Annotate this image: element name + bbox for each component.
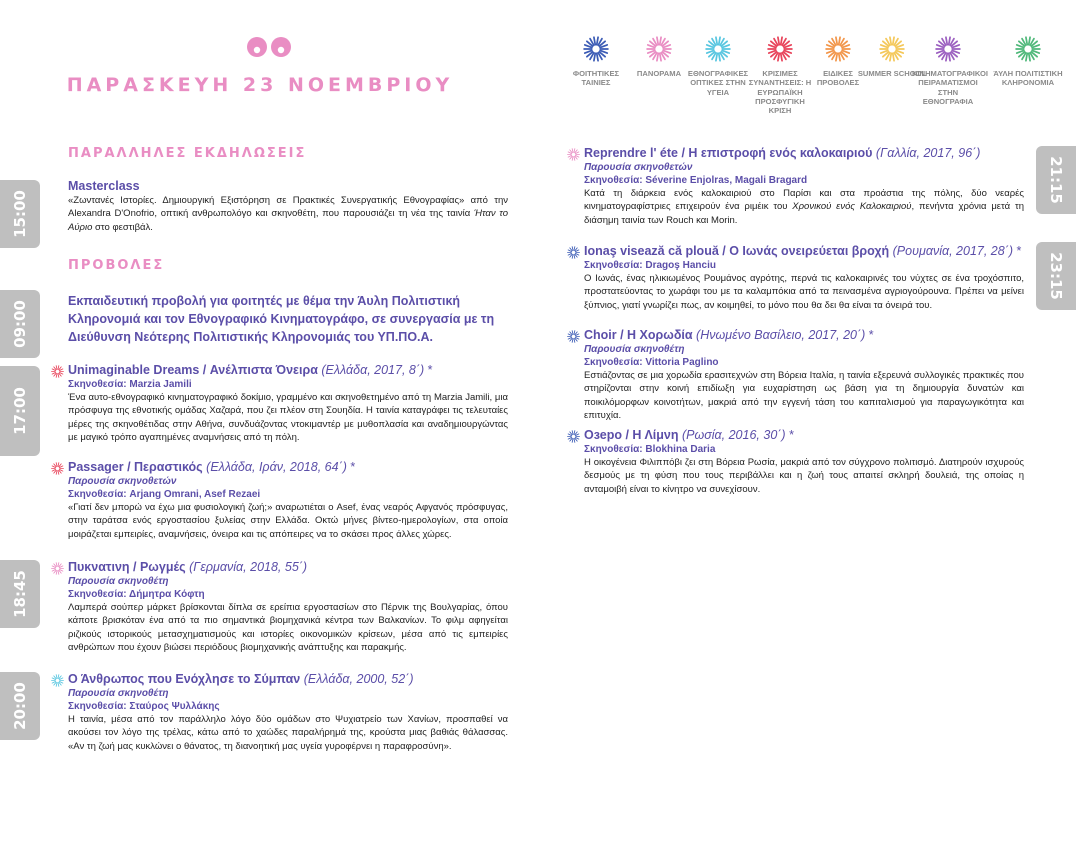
category-legend xyxy=(560,36,1070,126)
film-title: Ο Άνθρωπος που Ενόχλησε το Σύμπαν (Ελλάδα, 2000, 52΄) xyxy=(68,672,508,687)
film-director: Σκηνοθεσία: Δήμητρα Κόφτη xyxy=(68,589,205,600)
film-title: Passager / Περαστικός (Ελλάδα, Ιράν, 2018, 64΄) * xyxy=(68,460,508,475)
film-title: Reprendre l' éte / Η επιστροφή ενός καλοκαιριού (Γαλλία, 2017, 96΄) xyxy=(584,146,1024,161)
film-description: Λαμπερά σούπερ μάρκετ βρίσκονται δίπλα σε ερείπια εργοστασίων στο Πέρνικ της Βουλγαρίας, όπου κάποτε βρισκόταν ένα από τα πιο σημαντικά βιομηχανικά κέντρα των Βαλκανίων. Το φιλμ αφηγείται ριζικούς ιστορικούς μετασχηματισμούς και ιστορίες οικονομικών κρίσεων, μέσα από τις εμπειρίες ανθρώπων που έχουν βιώσει περιόδους βιομηχανικής ανάπτυξης και παρακμής. xyxy=(68,602,508,653)
category-label: ΚΡΙΣΙΜΕΣ ΣΥΝΑΝΤΗΣΕΙΣ: Η ΕΥΡΩΠΑΪΚΗ ΠΡΟΣΦΥΓΙΚΗ ΚΡΙΣΗ xyxy=(748,69,812,116)
film-presence: Παρουσία σκηνοθέτη xyxy=(68,576,169,587)
pinwheel-icon xyxy=(705,36,731,62)
pinwheel-icon xyxy=(767,36,793,62)
film-description: Κατά τη διάρκεια ενός καλοκαιριού στο Παρίσι και στα προάστια της πόλης, δύο νεαρές κινηματογραφίστριες επιχειρούν ένα ριμέικ του Χρονικού ενός Καλοκαιριού, πενήντα χρόνια μετά τη διάσημη ταινία των Rouch και Morin. xyxy=(584,188,1025,226)
film-title: Πυκνατινη / Ρωγμές (Γερμανία, 2018, 55΄) xyxy=(68,560,508,575)
category-label: ΆΥΛΗ ΠΟΛΙΤΙΣΤΙΚΗ ΚΛΗΡΟΝΟΜΙΑ xyxy=(993,69,1063,88)
film-title: Choir / Η Χορωδία (Ηνωμένο Βασίλειο, 2017, 20΄) * xyxy=(584,328,1024,343)
film-director: Σκηνοθεσία: Séverine Enjolras, Magali Bragard xyxy=(584,175,808,186)
pinwheel-icon xyxy=(51,365,64,378)
pinwheel-icon xyxy=(567,430,580,443)
educational-screening-title: Εκπαιδευτική προβολή για φοιτητές με θέμα την Άυλη Πολιτιστική Κληρονομιά και τον Εθνογραφικό Κινηματογράφο, σε συνεργασία με τη Διεύθυνση Νεότερης Πολιτιστικής Κληρονομιάς του ΥΠ.ΠΟ.Α. xyxy=(68,294,495,344)
educational-screening xyxy=(68,292,508,346)
film-presence: Παρουσία σκηνοθετών xyxy=(68,476,177,487)
film-presence: Παρουσία σκηνοθέτη xyxy=(584,344,685,355)
time-tab: 23:15 xyxy=(1036,242,1076,310)
film-description: «Γιατί δεν μπορώ να έχω μια φυσιολογική ζωή;» αναρωτιέται ο Asef, ένας νεαρός Αφγανός πρόσφυγας, στην ταράτσα ενός εργοστασίου ξυλείας στην Ελλάδα. Οκτώ μήνες βίντεο-ημερολογίων, στα οποία μοιράζεται εμπειρίες, αναμνήσεις, όνειρα και τις απόπειρες να το σκάσει προς άλλες χώρες. xyxy=(68,502,508,540)
film-description: Ο Ιωνάς, ένας ηλικιωμένος Ρουμάνος αγρότης, περνά τις καλοκαιρινές του νύχτες σε ένα τροχόσπιτο, προστατεύοντας το χωράφι του με τα καλαμπόκια από τα πεινασμένα αγριογούρουνα. Πρέπει να μείνει ξύπνιος, γιατί γνωρίζει πως, αν κοιμηθεί, το μόνο που θα δει θα είναι τα όνειρά του. xyxy=(584,273,1024,311)
pinwheel-icon xyxy=(935,36,961,62)
masterclass-text: «Ζωντανές Ιστορίες. Δημιουργική Εξιστόρηση σε Πρακτικές Συνεργατικής Εθνογραφίας» από την Alexandra D'Onofrio, οπτική ανθρωπολόγο και σκηνοθέτη, που παρουσιάζει τη νέα της ταινία Ήταν το Αύριο στο φεστιβάλ. xyxy=(68,195,509,233)
film-title: Ionaş visează că plouă / Ο Ιωνάς ονειρεύεται βροχή (Ρουμανία, 2017, 28΄) * xyxy=(584,244,1024,259)
category-label: SUMMER SCHOOL xyxy=(857,69,927,78)
masterclass-title: Masterclass xyxy=(68,179,140,193)
category-label: ΦΟΙΤΗΤΙΚΕΣ ΤΑΙΝΙΕΣ xyxy=(572,69,620,88)
category-label: ΚΙΝΗΜΑΤΟΓΡΑΦΙΚΟΙ ΠΕΙΡΑΜΑΤΙΣΜΟΙ ΣΤΗΝ ΕΘΝΟΓΡΑΦΙΑ xyxy=(912,69,988,106)
film-entry xyxy=(68,672,508,753)
film-director: Σκηνοθεσία: Marzia Jamili xyxy=(68,379,192,390)
pinwheel-icon xyxy=(825,36,851,62)
film-description: Η ταινία, μέσα από τον παράλληλο λόγο δύο ομάδων στο Ψυχιατρείο των Χανίων, προσπαθεί να ακούσει τον λόγο της τρέλας, κάτω από το χαώδες παραλήρημά της, κρούστα μιας βαθιάς θάλασσας. «Αν τη ζωή μας κυκλώνει ο θάνατος, τη διανοητική μας υγεία γυροφέρνει η παραφροσύνη». xyxy=(68,714,508,752)
film-entry xyxy=(584,428,1024,496)
time-tab: 18:45 xyxy=(0,560,40,628)
film-entry xyxy=(68,363,508,444)
film-entry xyxy=(68,460,508,541)
pinwheel-icon xyxy=(567,330,580,343)
time-tab: 21:15 xyxy=(1036,146,1076,214)
pinwheel-icon xyxy=(1015,36,1041,62)
film-director: Σκηνοθεσία: Dragoş Hanciu xyxy=(584,260,716,271)
category-item xyxy=(560,36,632,88)
film-title: Unimaginable Dreams / Ανέλπιστα Όνειρα (Ελλάδα, 2017, 8΄) * xyxy=(68,363,508,378)
pinwheel-icon xyxy=(879,36,905,62)
film-director: Σκηνοθεσία: Arjang Omrani, Asef Rezaei xyxy=(68,489,261,500)
film-presence: Παρουσία σκηνοθετών xyxy=(584,162,693,173)
film-director: Σκηνοθεσία: Blokhina Daria xyxy=(584,444,716,455)
category-label: ΕΙΔΙΚΕΣ ΠΡΟΒΟΛΕΣ xyxy=(816,69,860,88)
pinwheel-icon xyxy=(567,246,580,259)
day-title: ΠΑΡΑΣΚΕΥΗ 23 ΝΟΕΜΒΡΙΟΥ xyxy=(66,74,454,96)
pinwheel-icon xyxy=(51,562,64,575)
category-label: ΕΘΝΟΓΡΑΦΙΚΕΣ ΟΠΤΙΚΕΣ ΣΤΗΝ ΥΓΕΙΑ xyxy=(687,69,749,97)
section-heading-screenings: ΠΡΟΒΟΛΕΣ xyxy=(68,258,165,273)
film-entry xyxy=(584,328,1024,422)
pinwheel-icon xyxy=(583,36,609,62)
film-entry xyxy=(68,560,508,654)
film-director: Σκηνοθεσία: Vittoria Paglino xyxy=(584,357,719,368)
film-entry xyxy=(584,146,1024,227)
pinwheel-icon xyxy=(51,674,64,687)
category-item xyxy=(992,36,1064,88)
film-description: Ένα αυτο-εθνογραφικό κινηματογραφικό δοκίμιο, γραμμένο και σκηνοθετημένο από τη Marzia Jamili, μια πρόσφυγα της εθνοτικής ομάδας Χαζαρά, που ζει πλέον στη Σουηδία. Η ταινία καταγράφει τις τελευταίες μέρες της σκηνοθέτιδας στην Αθήνα, συνδυάζοντας ντοκιμαντέρ με μυθοπλασία και αναδημιουργώντας με μαγικό τρόπο αγαπημένες αναμνήσεις από τη πόλη. xyxy=(68,392,508,443)
category-item xyxy=(912,36,988,106)
film-description: Η οικογένεια Φιλιππόβι ζει στη Βόρεια Ρωσία, μακριά από τον σύγχρονο πολιτισμό. Διατηρούν ισχυρούς δεσμούς με τη φύση που τους περιβάλλει και η ζωή τους απαιτεί σκληρή δουλειά, της οποίας η ανταμοιβή είναι το κίνητρο να συνεχίσουν. xyxy=(584,457,1024,495)
film-entry xyxy=(584,244,1024,312)
section-heading-parallel: ΠΑΡΑΛΛΗΛΕΣ ΕΚΔΗΛΩΣΕΙΣ xyxy=(68,146,307,161)
pinwheel-icon xyxy=(51,462,64,475)
time-tab: 09:00 xyxy=(0,290,40,358)
time-tab: 17:00 xyxy=(0,366,40,456)
category-label: ΠΑΝΟΡΑΜΑ xyxy=(636,69,682,78)
time-tab: 15:00 xyxy=(0,180,40,248)
film-title: Озеро / Η Λίμνη (Ρωσία, 2016, 30΄) * xyxy=(584,428,1024,443)
pinwheel-icon xyxy=(567,148,580,161)
masterclass-entry xyxy=(68,179,508,234)
pinwheel-icon xyxy=(646,36,672,62)
film-description: Εστιάζοντας σε μια χορωδία ερασιτεχνών στη Βόρεια Ιταλία, η ταινία εξερευνά συλλογικές πρακτικές που στηρίζονται στην κοινή επιδίωξη για ευχαρίστηση ως βάση για τη δημιουργία δυνατών και ποικιλόμορφων κοινοτήτων, μακριά από την εγγενή τάση του καπιταλισμού για παραγωγικότητα και επιτυχία. xyxy=(584,370,1024,421)
time-tab: 20:00 xyxy=(0,672,40,740)
festival-logo-icon xyxy=(246,35,292,59)
film-director: Σκηνοθεσία: Σταύρος Ψυλλάκης xyxy=(68,701,220,712)
film-presence: Παρουσία σκηνοθέτη xyxy=(68,688,169,699)
